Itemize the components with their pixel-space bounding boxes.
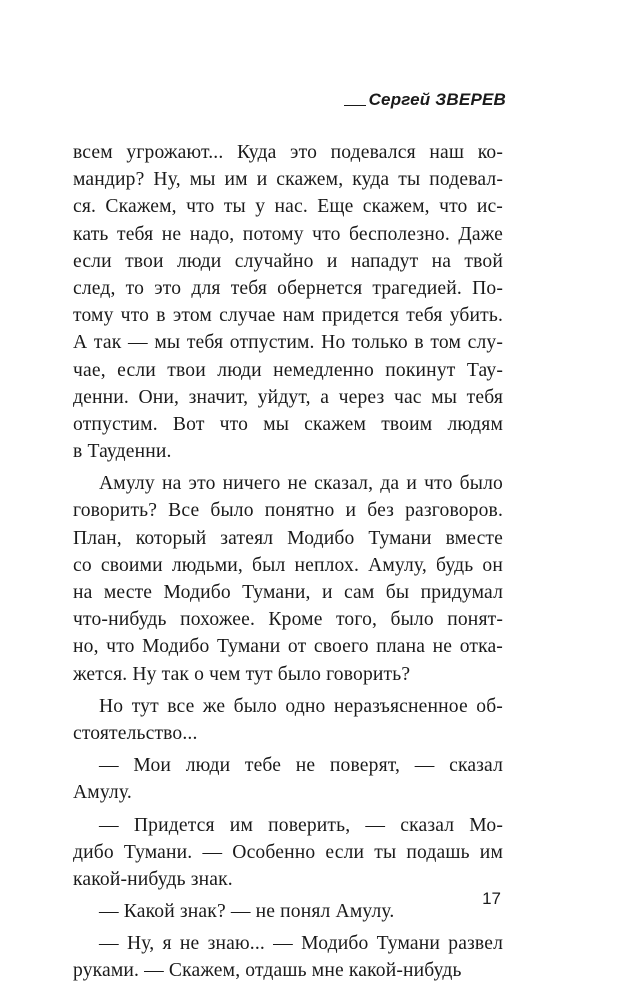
text-line: Но тут все же было одно неразъясненное об-: [99, 695, 503, 717]
text-line: кать тебя не надо, потому что бесполезно. Даже: [73, 223, 503, 245]
text-line: — Какой знак? — не понял Амулу.: [99, 901, 395, 923]
running-header: [344, 91, 506, 109]
text-line: со своими людьми, был неплох. Амулу, будь он: [73, 554, 503, 576]
paragraph: [73, 930, 503, 984]
paragraph: [73, 752, 503, 806]
text-line: жется. Ну так о чем тут было говорить?: [73, 663, 411, 685]
text-line: чае, если твои люди немедленно покинут Тау-: [73, 359, 503, 381]
author-name: Сергей ЗВЕРЕВ: [368, 90, 506, 109]
page-number: 17: [482, 889, 501, 908]
text-line: след, то это для тебя обернется трагедией. По-: [73, 277, 503, 299]
paragraph: [73, 470, 503, 688]
text-line: денни. Они, значит, уйдут, а через час мы тебя: [73, 386, 503, 408]
paragraph: [73, 693, 503, 747]
text-line: тому что в этом случае нам придется тебя убить.: [73, 305, 503, 327]
text-line: стоятельство...: [73, 722, 198, 744]
text-line: но, что Модибо Тумани от своего плана не отка-: [73, 636, 503, 658]
text-line: отпустим. Вот что мы скажем твоим людям: [73, 413, 503, 435]
text-line: — Придется им поверить, — сказал Мо-: [99, 814, 503, 836]
text-line: говорить? Все было понятно и без разговоров.: [73, 500, 503, 522]
text-line: Амулу.: [73, 782, 132, 804]
text-line: что-нибудь похожее. Кроме того, было понят-: [73, 609, 503, 631]
text-line: План, который затеял Модибо Тумани вместе: [73, 527, 503, 549]
paragraph: [73, 898, 503, 925]
text-line: мандир? Ну, мы им и скажем, куда ты подевал-: [73, 169, 503, 191]
text-line: в Тауденни.: [73, 441, 172, 463]
paragraph: [73, 812, 503, 894]
text-line: — Мои люди тебе не поверят, — сказал: [99, 755, 503, 777]
text-line: дибо Тумани. — Особенно если ты подашь им: [73, 841, 503, 863]
text-line: ся. Скажем, что ты у нас. Еще скажем, что ис-: [73, 196, 503, 218]
text-line: А так — мы тебя отпустим. Но только в том слу-: [73, 332, 503, 354]
text-line: руками. — Скажем, отдашь мне какой-нибудь: [73, 960, 462, 982]
header-rule: [344, 105, 366, 106]
text-line: Амулу на это ничего не сказал, да и что было: [99, 473, 503, 495]
text-line: — Ну, я не знаю... — Модибо Тумани развел: [99, 933, 503, 955]
text-line: всем угрожают... Куда это подевался наш ко-: [73, 142, 503, 163]
text-line: на месте Модибо Тумани, и сам бы придумал: [73, 582, 503, 603]
paragraph: [73, 139, 503, 465]
text-line: какой-нибудь знак.: [73, 868, 233, 890]
text-line: если твои люди случайно и нападут на твой: [73, 250, 503, 272]
body-text: [73, 139, 503, 985]
